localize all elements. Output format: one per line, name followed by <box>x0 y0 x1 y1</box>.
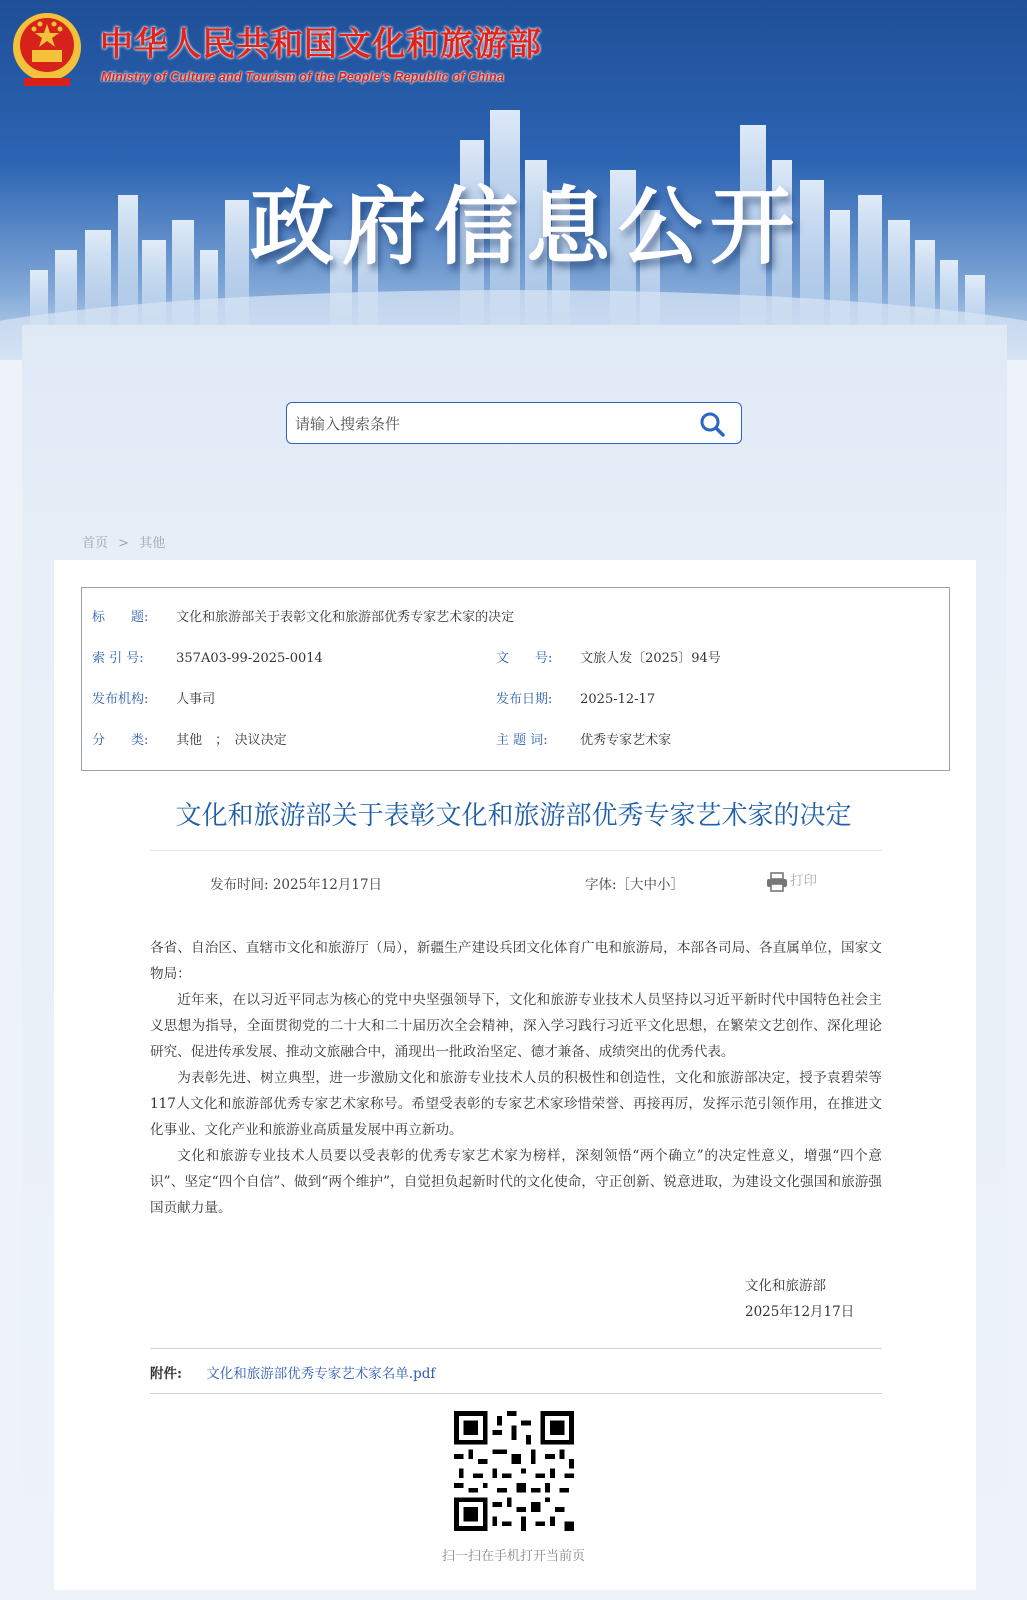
meta-category-value: 其他 ； 决议决定 <box>176 733 287 748</box>
document-meta-table <box>81 587 950 771</box>
body-paragraph: 文化和旅游专业技术人员要以受表彰的优秀专家艺术家为榜样，深刻领悟“两个确立”的决定性意义，增强“四个意识”、坚定“四个自信”、做到“两个维护”，自觉担负起新时代的文化使命，守正创新、锐意进取，为建设文化强国和旅游强国贡献力量。 <box>150 1148 882 1216</box>
breadcrumb-separator: > <box>118 536 130 551</box>
meta-row-keyword <box>496 731 671 751</box>
body-paragraph: 近年来，在以习近平同志为核心的党中央坚强领导下，文化和旅游专业技术人员坚持以习近平新时代中国特色社会主义思想为指导，全面贯彻党的二十大和二十届历次全会精神，深入学习践行习近平文化思想，在繁荣文艺创作、深化理论研究、促进传承发展、推动文旅融合中，涌现出一批政治坚定、德才兼备、成绩突出的优秀代表。 <box>150 992 882 1060</box>
search-input[interactable] <box>293 411 677 437</box>
body-paragraph: 各省、自治区、直辖市文化和旅游厅（局），新疆生产建设兵团文化体育广电和旅游局，本部各司局、各直属单位，国家文物局： <box>150 940 882 982</box>
breadcrumb <box>82 532 171 551</box>
qr-caption: 扫一扫在手机打开当前页 <box>441 1549 585 1564</box>
meta-docno-value: 文旅人发〔2025〕94号 <box>580 651 721 666</box>
printer-icon <box>766 872 788 892</box>
meta-index-label: 索 引 号: <box>92 651 144 666</box>
search-bar <box>286 402 742 444</box>
meta-date-label: 发布日期: <box>496 692 553 707</box>
breadcrumb-current[interactable]: 其他 <box>139 536 166 551</box>
signature-org: 文化和旅游部 <box>745 1278 826 1294</box>
signature-date: 2025年12月17日 <box>745 1304 855 1320</box>
body-paragraph: 为表彰先进、树立典型，进一步激励文化和旅游专业技术人员的积极性和创造性，文化和旅游部决定，授予袁碧荣等117人文化和旅游部优秀专家艺术家称号。希望受表彰的专家艺术家珍惜荣誉、再接再厉，发挥示范引领作用，在推进文化事业、文化产业和旅游业高质量发展中再立新功。 <box>150 1070 882 1138</box>
banner-title: 政府信息公开 <box>250 178 803 276</box>
breadcrumb-home[interactable]: 首页 <box>82 536 109 551</box>
ministry-name-cn[interactable]: 中华人民共和国文化和旅游部 <box>100 24 542 63</box>
print-label: 打印 <box>790 873 817 889</box>
article-body <box>150 935 882 1221</box>
meta-row-date <box>496 690 655 710</box>
attachment-link[interactable]: 文化和旅游部优秀专家艺术家名单.pdf <box>206 1366 436 1382</box>
meta-row-category <box>92 731 287 751</box>
meta-index-value: 357A03-99-2025-0014 <box>176 651 323 666</box>
print-button[interactable] <box>766 869 817 892</box>
meta-row-docno <box>496 649 721 669</box>
meta-date-value: 2025-12-17 <box>580 692 656 707</box>
publish-time: 发布时间: 2025年12月17日 <box>210 877 383 893</box>
meta-title-label: 标 题: <box>92 610 149 625</box>
meta-keyword-value: 优秀专家艺术家 <box>580 733 672 748</box>
attachment-row <box>150 1362 435 1382</box>
divider <box>150 850 882 851</box>
font-size-selector[interactable]: 字体:［大中小］ <box>585 877 685 893</box>
ministry-name-en[interactable]: Ministry of Culture and Tourism of the People's Republic of China <box>101 70 505 84</box>
search-icon[interactable] <box>699 411 725 437</box>
header-banner <box>0 0 1027 360</box>
article-title: 文化和旅游部关于表彰文化和旅游部优秀专家艺术家的决定 <box>175 801 852 831</box>
meta-row-index <box>92 649 323 669</box>
meta-category-label: 分 类: <box>92 733 149 748</box>
divider <box>150 1393 882 1394</box>
national-emblem-icon <box>10 10 84 90</box>
attachment-label: 附件: <box>150 1366 182 1382</box>
meta-title-value: 文化和旅游部关于表彰文化和旅游部优秀专家艺术家的决定 <box>176 610 515 625</box>
meta-docno-label: 文 号: <box>496 651 553 666</box>
qr-code-image <box>454 1411 574 1531</box>
meta-keyword-label: 主 题 词: <box>496 733 548 748</box>
meta-org-value: 人事司 <box>176 692 216 707</box>
meta-row-org <box>92 690 215 710</box>
meta-row-title <box>92 608 514 628</box>
meta-org-label: 发布机构: <box>92 692 149 707</box>
divider <box>150 1348 882 1349</box>
